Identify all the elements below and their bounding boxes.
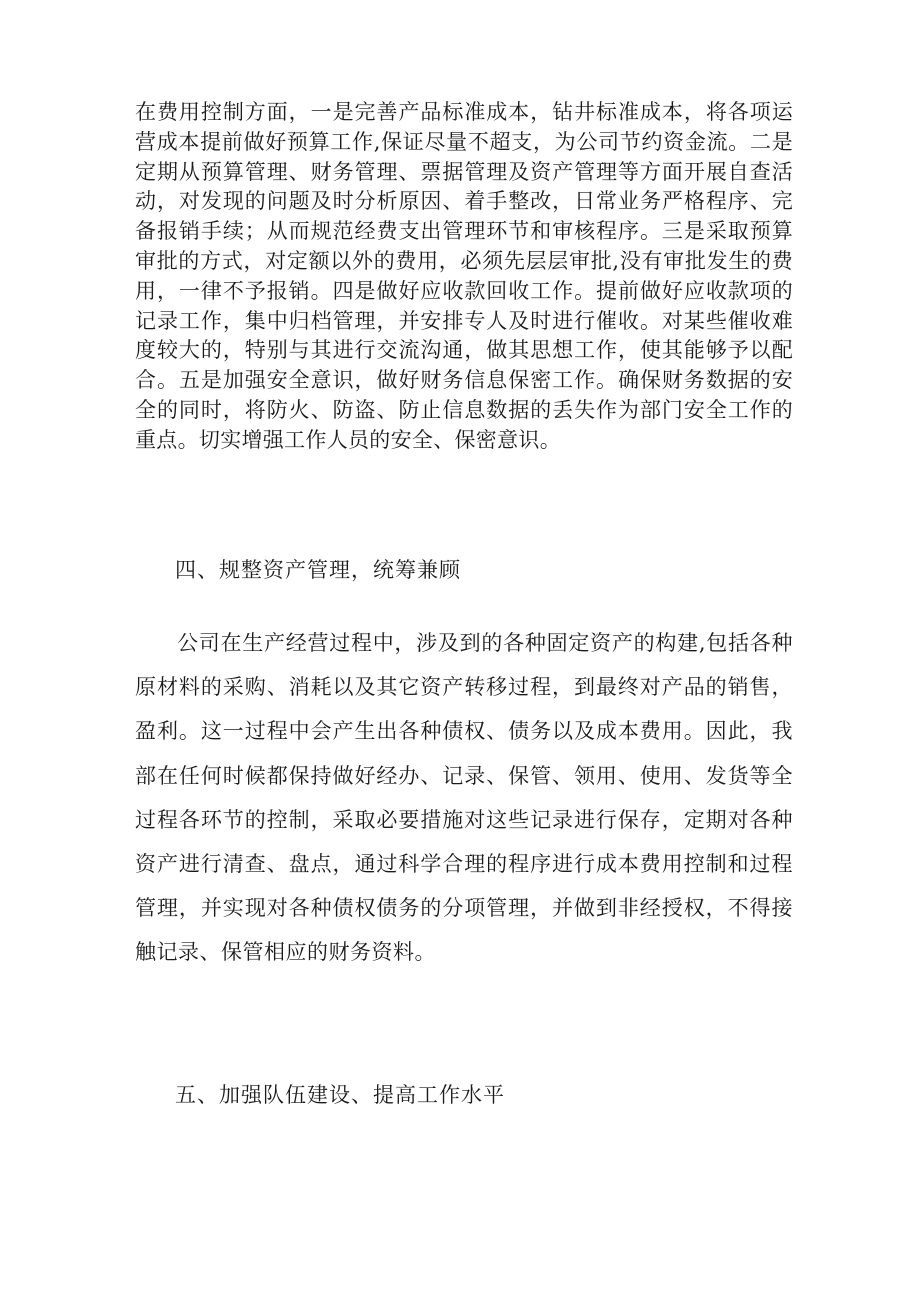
section-heading-team-building: 五、加强队伍建设、提高工作水平 [175, 1083, 505, 1107]
asset-management-paragraph: 公司在生产经营过程中，涉及到的各种固定资产的构建,包括各种原材料的采购、消耗以及其它资产转移过程，到最终对产品的销售，盈利。这一过程中会产生出各种债权、债务以及成本费用。因此，我部在任何时候都保持做好经办、记录、保管、领用、使用、发货等全过程各环节的控制，采取必要措施对这些记录进行保存，定期对各种资产进行清查、盘点，通过科学合理的程序进行成本费用控制和过程管理，并实现对各种债权债务的分项管理，并做到非经授权，不得接触记录、保管相应的财务资料。 [135, 631, 793, 965]
cost-control-paragraph: 在费用控制方面，一是完善产品标准成本，钻井标准成本，将各项运营成本提前做好预算工作,保证尽量不超支，为公司节约资金流。二是定期从预算管理、财务管理、票据管理及资产管理等方面开展自查活动，对发现的问题及时分析原因、着手整改，日常业务严格程序、完备报销手续；从而规范经费支出管理环节和审核程序。三是采取预算审批的方式，对定额以外的费用，必须先层层审批,没有审批发生的费用，一律不予报销。四是做好应收款回收工作。提前做好应收款项的记录工作，集中归档管理，并安排专人及时进行催收。对某些催收难度较大的，特别与其进行交流沟通，做其思想工作，使其能够予以配合。五是加强安全意识，做好财务信息保密工作。确保财务数据的安全的同时，将防火、防盗、防止信息数据的丢失作为部门安全工作的重点。切实增强工作人员的安全、保密意识。 [135, 100, 793, 452]
section-heading-asset-management: 四、规整资产管理，统筹兼顾 [175, 558, 461, 582]
